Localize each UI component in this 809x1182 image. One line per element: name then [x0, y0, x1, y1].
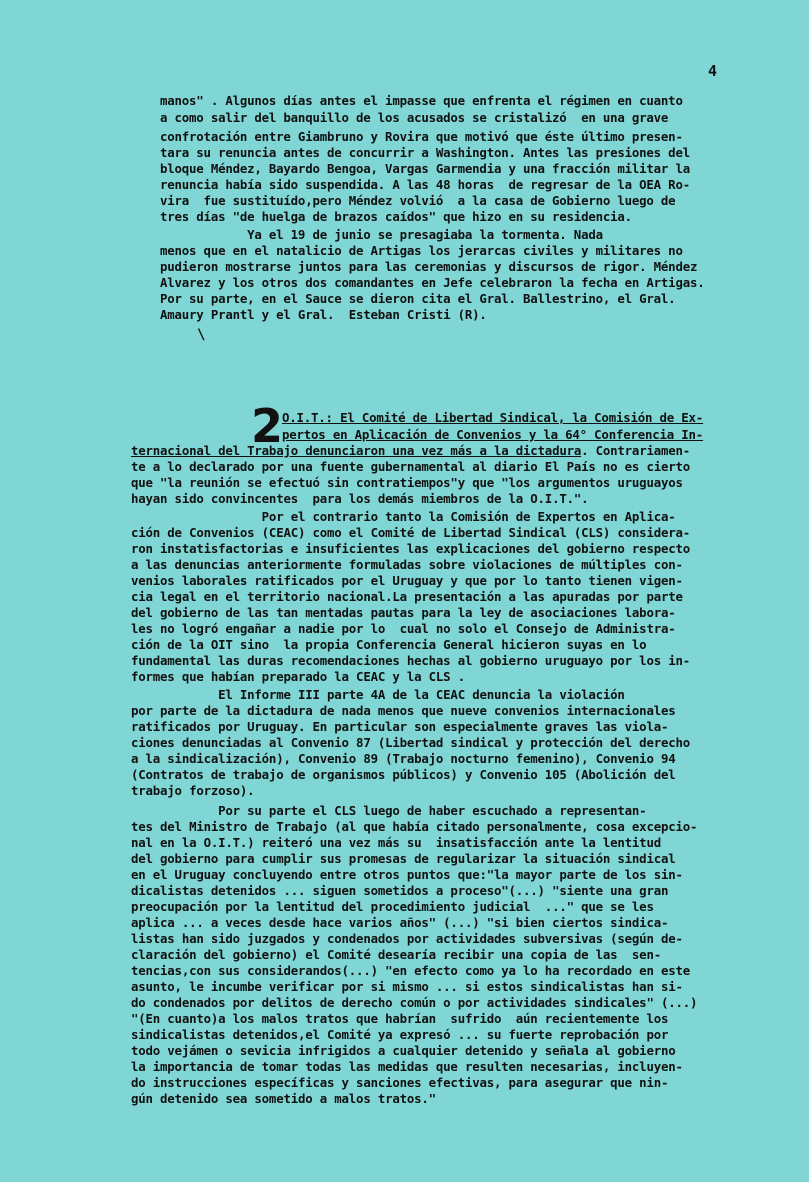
text-line: tes del Ministro de Trabajo (al que había citado personalmente, cosa excepcio-: [131, 819, 698, 834]
text-line: bloque Méndez, Bayardo Bengoa, Vargas Garmendia y una fracción militar la: [160, 161, 690, 176]
text-line: les no logró engañar a nadie por lo cual no solo el Consejo de Administra-: [131, 621, 676, 636]
text-line: preocupación por la lentitud del procedimiento judicial ..." que se les: [131, 899, 654, 914]
text-line: te a lo declarado por una fuente gubernamental al diario El País no es cierto: [131, 459, 691, 474]
text-line: trabajo forzoso).: [131, 783, 255, 798]
text-line: a las denuncias anteriormente formuladas sobre violaciones de múltiples con-: [131, 557, 683, 572]
text-line: vira fue sustituído,pero Méndez volvió a la casa de Gobierno luego de: [160, 193, 676, 208]
heading-line: pertos en Aplicación de Convenios y la 64° Conferencia In-: [282, 427, 704, 442]
text-line: gún detenido sea sometido a malos tratos.": [131, 1091, 436, 1106]
text-line: confrotación entre Giambruno y Rovira que motivó que éste último presen-: [160, 129, 683, 144]
text-line: do condenados por delitos de derecho común o por actividades sindicales" (...): [131, 995, 698, 1010]
text-line: Por su parte, en el Sauce se dieron cita el Gral. Ballestrino, el Gral.: [160, 291, 676, 306]
text-line: Amaury Prantl y el Gral. Esteban Cristi (R).: [160, 307, 487, 322]
text-line: formes que habían preparado la CEAC y la CLS .: [131, 669, 465, 684]
text-line: sindicalistas detenidos,el Comité ya expresó ... su fuerte reprobación por: [131, 1027, 669, 1042]
text-line: tres días "de huelga de brazos caídos" que hizo en su residencia.: [160, 209, 632, 224]
heading-line: [131, 443, 690, 459]
text-line: claración del gobierno) el Comité desearía recibir una copia de las sen-: [131, 947, 661, 962]
text-line: nal en la O.I.T.) reiteró una vez más su insatisfacción ante la lentitud: [131, 835, 661, 850]
text-line: a como salir del banquillo de los acusados se cristalizó en una grave: [160, 110, 669, 125]
text-line: listas han sido juzgados y condenados por actividades subversivas (según de-: [131, 931, 683, 946]
text-line: pudieron mostrarse juntos para las ceremonias y discursos de rigor. Méndez: [160, 259, 698, 274]
text-line: en el Uruguay concluyendo entre otros puntos que:"la mayor parte de los sin-: [131, 867, 683, 882]
heading-underlined: ternacional del Trabajo denunciaron una vez más a la dictadura: [131, 443, 582, 458]
text-line: El Informe III parte 4A de la CEAC denuncia la violación: [131, 687, 625, 702]
text-line: la importancia de tomar todas las medidas que resulten necesarias, incluyen-: [131, 1059, 683, 1074]
text-line: ciones denunciadas al Convenio 87 (Libertad sindical y protección del derecho: [131, 735, 691, 750]
text-line: dicalistas detenidos ... siguen sometidos a proceso"(...) "siente una gran: [131, 883, 669, 898]
text-line: fundamental las duras recomendaciones hechas al gobierno uruguayo por los in-: [131, 653, 691, 668]
text-line: ratificados por Uruguay. En particular son especialmente graves las viola-: [131, 719, 669, 734]
section-number: 2: [251, 399, 284, 453]
text-line: a la sindicalización), Convenio 89 (Trabajo nocturno femenino), Convenio 94: [131, 751, 676, 766]
text-line: por parte de la dictadura de nada menos que nueve convenios internacionales: [131, 703, 676, 718]
text-line: manos" . Algunos días antes el impasse que enfrenta el régimen en cuanto: [160, 93, 683, 108]
text-line: do instrucciones específicas y sanciones efectivas, para asegurar que nin-: [131, 1075, 669, 1090]
text-line: Por su parte el CLS luego de haber escuchado a representan-: [131, 803, 647, 818]
text-line: ción de la OIT sino la propia Conferencia General hicieron suyas en lo: [131, 637, 647, 652]
text-line: ción de Convenios (CEAC) como el Comité de Libertad Sindical (CLS) considera-: [131, 525, 691, 540]
text-line: renuncia había sido suspendida. A las 48 horas de regresar de la OEA Ro-: [160, 177, 690, 192]
text-line: "(En cuanto)a los malos tratos que habrían sufrido aún recientemente los: [131, 1011, 669, 1026]
text-line: menos que en el natalicio de Artigas los jerarcas civiles y militares no: [160, 243, 683, 258]
text-line: Ya el 19 de junio se presagiaba la tormenta. Nada: [160, 227, 603, 242]
text-line: ron instatisfactorias e insuficientes las explicaciones del gobierno respecto: [131, 541, 691, 556]
text-line: hayan sido convincentes para los demás miembros de la O.I.T.".: [131, 491, 589, 506]
text-line: cia legal en el territorio nacional.La presentación a las apuradas por parte: [131, 589, 683, 604]
text-line: Por el contrario tanto la Comisión de Expertos en Aplica-: [131, 509, 676, 524]
text-line: todo vejámen o sevicia infrigidos a cualquier detenido y señala al gobierno: [131, 1043, 676, 1058]
text-line: del gobierno para cumplir sus promesas de regularizar la situación sindical: [131, 851, 676, 866]
text-line: asunto, le incumbe verificar por si mismo ... si estos sindicalistas han si-: [131, 979, 683, 994]
text-line: que "la reunión se efectuó sin contratiempos"y que "los argumentos uruguayos: [131, 475, 683, 490]
text-line: tara su renuncia antes de concurrir a Washington. Antes las presiones del: [160, 145, 690, 160]
text-line: aplica ... a veces desde hace varios años" (...) "si bien ciertos sindica-: [131, 915, 669, 930]
page-number: 4: [708, 62, 718, 80]
text-line: venios laborales ratificados por el Uruguay y que por lo tanto tienen vigen-: [131, 573, 683, 588]
text-line: (Contratos de trabajo de organismos públicos) y Convenio 105 (Abolición del: [131, 767, 676, 782]
text-line: del gobierno de las tan mentadas pautas para la ley de asociaciones labora-: [131, 605, 676, 620]
heading-line: O.I.T.: El Comité de Libertad Sindical, la Comisión de Ex-: [282, 410, 704, 425]
text-line: Alvarez y los otros dos comandantes en Jefe celebraron la fecha en Artigas.: [160, 275, 705, 290]
text-line: tencias,con sus considerandos(...) "en efecto como ya lo ha recordado en este: [131, 963, 691, 978]
stray-mark: \: [197, 327, 206, 343]
heading-tail: . Contrariamen-: [581, 443, 691, 458]
